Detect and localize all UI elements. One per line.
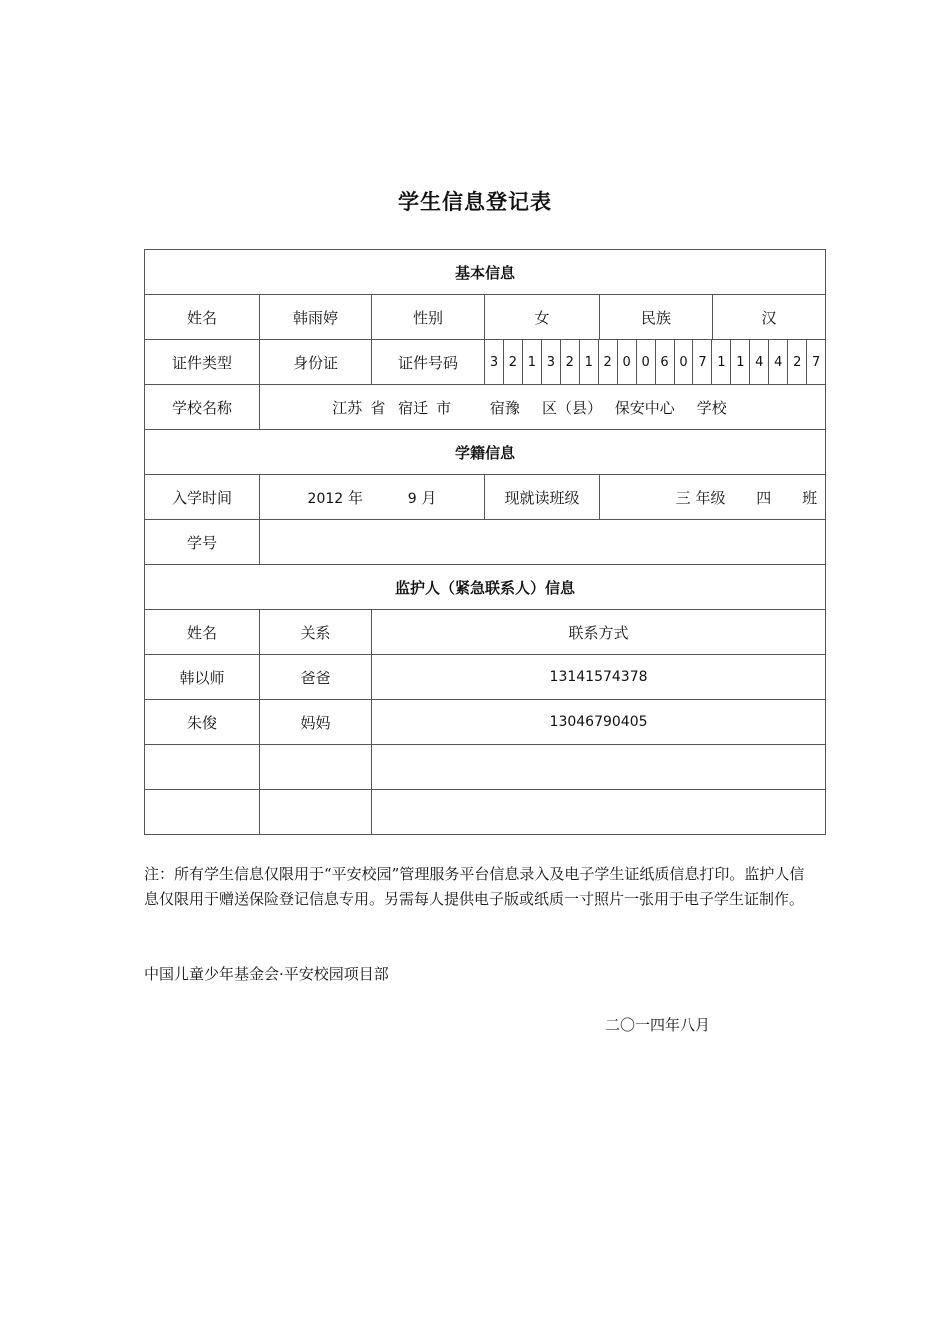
guardian-relation [260, 790, 372, 835]
id-digit: 0 [674, 340, 693, 384]
guardian-phone [372, 790, 826, 835]
guardian-header-relation: 关系 [260, 610, 372, 655]
guardian-name [145, 790, 260, 835]
id-digit: 2 [503, 340, 522, 384]
entry-year-unit: 年 [347, 488, 363, 507]
school-district-unit: 区（县） [541, 398, 602, 417]
id-digit: 1 [711, 340, 730, 384]
section-enrollment-info: 学籍信息 [145, 430, 826, 475]
id-digit: 2 [598, 340, 617, 384]
table-row [145, 700, 826, 745]
guardian-name: 朱俊 [145, 700, 260, 745]
gender-value: 女 [485, 295, 600, 340]
entry-time-value [260, 475, 485, 520]
class-unit: 班 [802, 488, 818, 507]
table-row [145, 745, 826, 790]
guardian-relation: 妈妈 [260, 700, 372, 745]
page-title: 学生信息登记表 [398, 190, 552, 214]
school-label: 学校名称 [145, 385, 260, 430]
section-guardian-info: 监护人（紧急联系人）信息 [145, 565, 826, 610]
grade-unit: 年级 [695, 488, 726, 507]
entry-time-label: 入学时间 [145, 475, 260, 520]
document-date: 二〇一四年八月 [605, 1016, 711, 1034]
id-digit: 4 [768, 340, 787, 384]
section-basic-info: 基本信息 [145, 250, 826, 295]
school-value [260, 385, 826, 430]
table-row [145, 790, 826, 835]
id-digit: 0 [636, 340, 655, 384]
entry-month: 9 [407, 490, 417, 507]
school-province-unit: 省 [370, 398, 386, 417]
id-digit: 2 [787, 340, 806, 384]
school-name: 保安中心 [614, 398, 675, 417]
school-province: 江苏 [332, 398, 363, 417]
grade-value: 三 [675, 488, 691, 507]
name-value: 韩雨婷 [260, 295, 372, 340]
ethnicity-label: 民族 [600, 295, 713, 340]
id-digit: 3 [489, 354, 499, 370]
guardian-name [145, 745, 260, 790]
school-district: 宿豫 [489, 398, 520, 417]
id-number-cells [485, 340, 826, 385]
id-digit: 1 [522, 340, 541, 384]
school-city: 宿迁 [398, 398, 429, 417]
name-label: 姓名 [145, 295, 260, 340]
id-digit: 7 [692, 340, 711, 384]
guardian-name: 韩以师 [145, 655, 260, 700]
student-registration-table [144, 249, 826, 835]
usage-note: 注：所有学生信息仅限用于“平安校园”管理服务平台信息录入及电子学生证纸质信息打印。监护人信息仅限用于赠送保险登记信息专用。另需每人提供电子版或纸质一寸照片一张用于电子学生证制作。 [144, 865, 805, 908]
ethnicity-value: 汉 [713, 295, 826, 340]
guardian-phone [372, 745, 826, 790]
id-digit: 1 [579, 340, 598, 384]
id-digit: 4 [749, 340, 768, 384]
class-number: 四 [756, 488, 772, 507]
school-unit: 学校 [696, 398, 727, 417]
current-class-label: 现就读班级 [485, 475, 600, 520]
entry-month-unit: 月 [421, 488, 437, 507]
table-row [145, 655, 826, 700]
student-number-value [260, 520, 826, 565]
guardian-header-name: 姓名 [145, 610, 260, 655]
current-class-value [600, 475, 826, 520]
id-digit: 7 [806, 340, 825, 384]
id-digit: 6 [655, 340, 674, 384]
id-digit: 2 [560, 340, 579, 384]
id-digit: 3 [541, 340, 560, 384]
id-digit: 1 [730, 340, 749, 384]
guardian-phone: 13046790405 [372, 700, 826, 745]
guardian-header-contact: 联系方式 [372, 610, 826, 655]
student-number-label: 学号 [145, 520, 260, 565]
id-number-label: 证件号码 [372, 340, 485, 385]
guardian-phone: 13141574378 [372, 655, 826, 700]
id-type-label: 证件类型 [145, 340, 260, 385]
id-type-value: 身份证 [260, 340, 372, 385]
id-digit: 0 [617, 340, 636, 384]
school-city-unit: 市 [436, 398, 452, 417]
guardian-relation: 爸爸 [260, 655, 372, 700]
guardian-relation [260, 745, 372, 790]
gender-label: 性别 [372, 295, 485, 340]
organization-name: 中国儿童少年基金会·平安校园项目部 [144, 965, 389, 983]
entry-year: 2012 [307, 490, 344, 507]
